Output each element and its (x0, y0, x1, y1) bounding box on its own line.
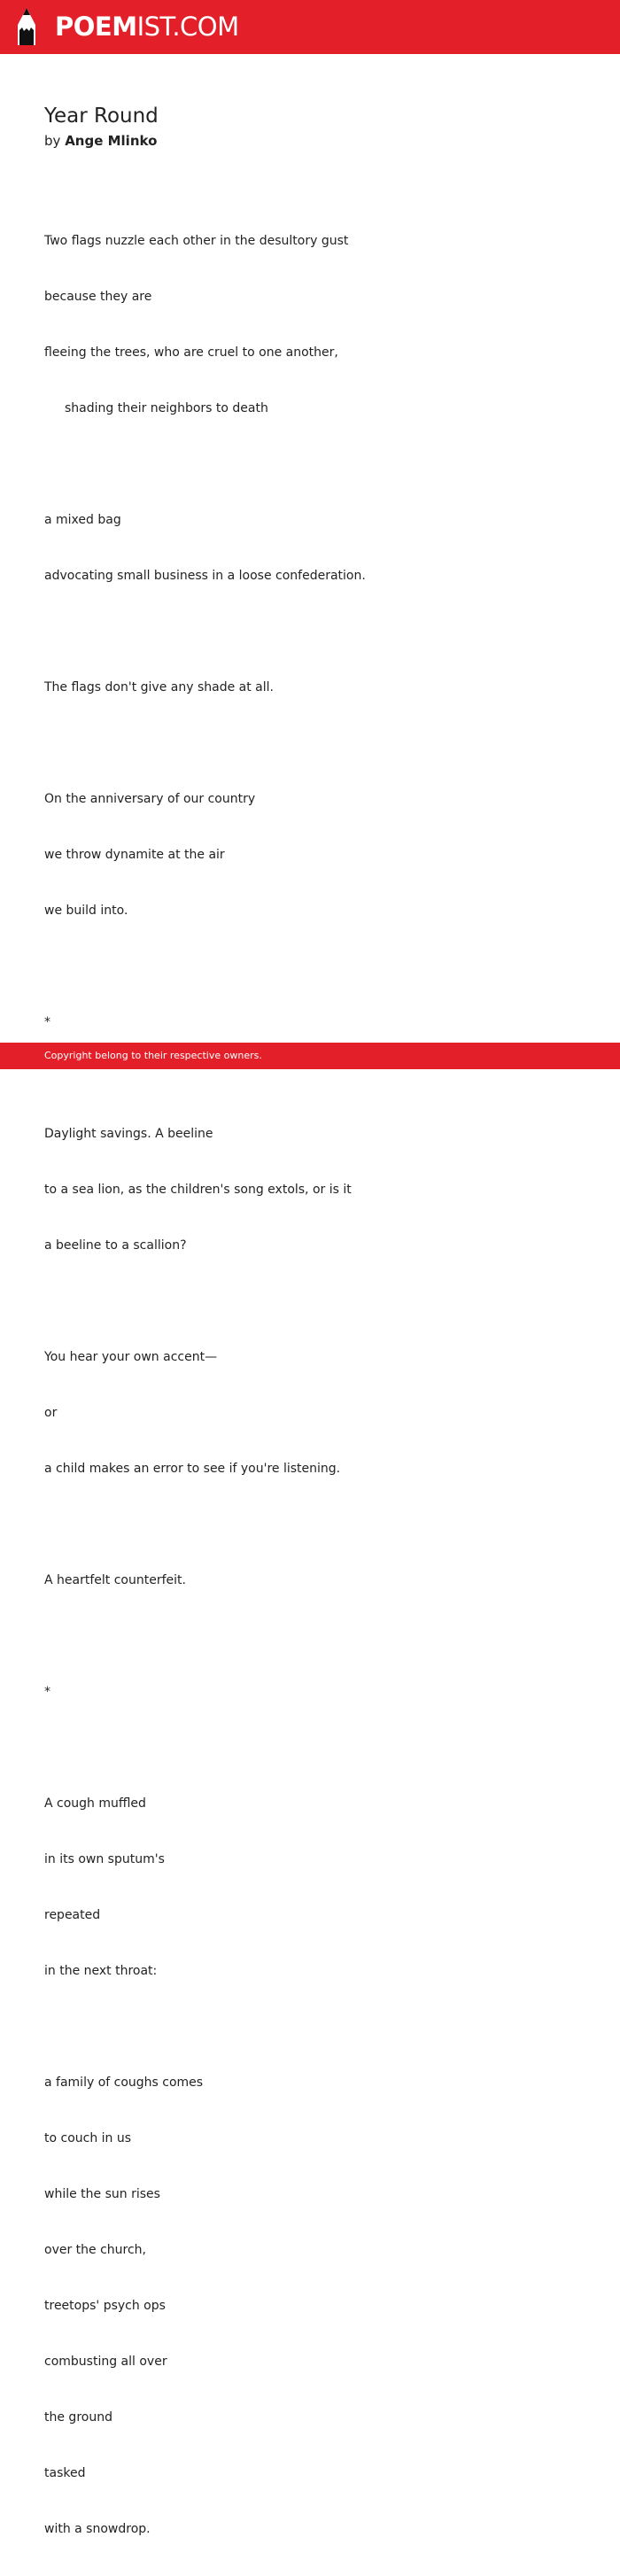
section-break: * (44, 1685, 50, 1699)
poem-body (44, 195, 576, 2576)
copyright-text: Copyright belong to their respective owners. (44, 1050, 262, 1061)
author-name: Ange Mlinko (65, 133, 158, 149)
poem-line (44, 734, 576, 753)
poem-line: On the anniversary of our country (44, 792, 256, 806)
poem-line (44, 2018, 576, 2037)
poem-line: with a snowdrop. (44, 2522, 151, 2536)
brand-name (55, 7, 239, 46)
poem-content (44, 101, 576, 2576)
brand-light: IST.COM (136, 12, 239, 42)
poem-line: Daylight savings. A beeline (44, 1127, 213, 1141)
poem-title: Year Round (44, 105, 159, 128)
by-label: by (44, 133, 61, 149)
site-logo[interactable] (14, 7, 239, 46)
poem-line: we throw dynamite at the air (44, 848, 225, 862)
poem-line: in the next throat: (44, 1964, 158, 1978)
poem-line: combusting all over (44, 2355, 167, 2369)
poem-line: tasked (44, 2466, 86, 2480)
poem-line: a child makes an error to see if you're listening. (44, 1462, 341, 1476)
poem-line: to a sea lion, as the children's song extols, or is it (44, 1183, 352, 1197)
poem-line: repeated (44, 1908, 101, 1922)
poem-line: A heartfelt counterfeit. (44, 1573, 186, 1587)
poem-line: You hear your own accent— (44, 1350, 218, 1364)
poem-line: over the church, (44, 2243, 147, 2257)
site-header (0, 0, 620, 54)
poem-line (44, 958, 576, 976)
poem-line (44, 1739, 576, 1757)
poem-line: the ground (44, 2410, 112, 2425)
brand-bold: POEM (55, 12, 137, 42)
poem-line (44, 455, 576, 474)
poem-line (44, 1292, 576, 1311)
poem-line: a mixed bag (44, 513, 121, 527)
poem-line: fleeing the trees, who are cruel to one another, (44, 345, 338, 360)
poem-line: treetops' psych ops (44, 2299, 166, 2313)
site-footer (0, 1043, 620, 1069)
poem-line (44, 1069, 576, 1088)
poem-line: because they are (44, 290, 152, 304)
poem-line: Two flags nuzzle each other in the desultory gust (44, 234, 349, 248)
section-break: * (44, 1015, 50, 1029)
poem-line: a family of coughs comes (44, 2076, 204, 2090)
pencil-icon (14, 7, 39, 46)
poem-line (44, 623, 576, 641)
poem-line: advocating small business in a loose confederation. (44, 569, 366, 583)
poem-line: shading their neighbors to death (65, 401, 268, 415)
poem-line: A cough muffled (44, 1796, 146, 1811)
poem-line: a beeline to a scallion? (44, 1238, 187, 1253)
poem-line (44, 1627, 576, 1646)
poem-line: while the sun rises (44, 2187, 160, 2201)
poem-line: to couch in us (44, 2131, 132, 2145)
poem-line (44, 1516, 576, 1534)
poem-line: The flags don't give any shade at all. (44, 680, 274, 694)
poem-line: in its own sputum's (44, 1852, 165, 1866)
poem-line: or (44, 1406, 58, 1420)
poem-line: we build into. (44, 904, 128, 918)
byline (44, 131, 576, 151)
